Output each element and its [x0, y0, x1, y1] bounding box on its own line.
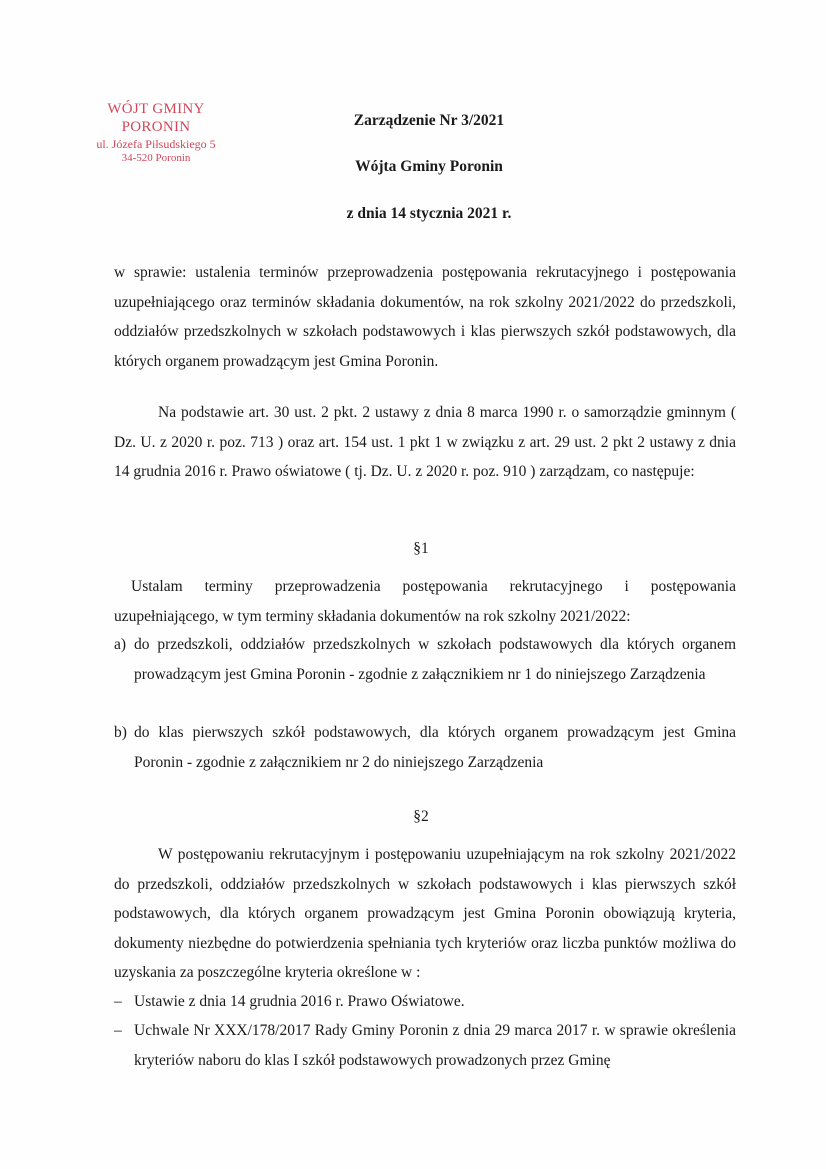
list-marker: – — [114, 1022, 122, 1039]
list-marker: b) — [114, 724, 127, 741]
stamp-city: 34-520 Poronin — [121, 152, 191, 165]
list-marker: – — [114, 993, 122, 1010]
section-2-list-item — [114, 987, 736, 1017]
section-1-heading: §1 — [413, 540, 429, 557]
section-2-heading: §2 — [413, 808, 429, 825]
document-issuer: Wójta Gminy Poronin — [355, 158, 503, 175]
list-item-text: Uchwale Nr XXX/178/2017 Rady Gminy Poronin z dnia 29 marca 2017 r. w sprawie określenia kryteriów naboru do klas I szkół podstawowych prowadzonych przez Gminę — [134, 1022, 736, 1069]
list-item-text: do klas pierwszych szkół podstawowych, dla których organem prowadzącym jest Gmina Poronin - zgodnie z załącznikiem nr 2 do niniejszego Zarządzenia — [134, 724, 736, 771]
section-2-intro: W postępowaniu rekrutacyjnym i postępowaniu uzupełniającym na rok szkolny 2021/2022 do przedszkoli, oddziałów przedszkolnych w szkołach podstawowych i klas pierwszych szkół podstawowych, dla których organem prowadzącym jest Gmina Poronin obowiązują kryteria, dokumenty niezbędne do potwierdzenia spełniania tych kryteriów oraz liczba punktów możliwa do uzyskania za poszczególne kryteria określone w : — [114, 846, 736, 981]
stamp-title: WÓJT GMINY PORONIN — [107, 101, 205, 135]
list-item-text: Ustawie z dnia 14 grudnia 2016 r. Prawo Oświatowe. — [134, 993, 465, 1010]
legal-basis-paragraph: Na podstawie art. 30 ust. 2 pkt. 2 ustawy z dnia 8 marca 1990 r. o samorządzie gminnym ( Dz. U. z 2020 r. poz. 713 ) oraz art. 154 ust. 1 pkt 1 w związku z art. 29 ust. 2 pkt 2 ustawy z dnia 14 grudnia 2016 r. Prawo oświatowe ( tj. Dz. U. z 2020 r. poz. 910 ) zarządzam, co następuje: — [114, 404, 736, 480]
official-stamp — [76, 100, 236, 166]
stamp-street: ul. Józefa Piłsudskiego 5 — [96, 137, 216, 151]
section-1-intro: Ustalam terminy przeprowadzenia postępowania rekrutacyjnego i postępowania uzupełniającego, w tym terminy składania dokumentów na rok szkolny 2021/2022: — [114, 578, 736, 625]
section-1-list-item — [114, 630, 736, 689]
section-1-list-item — [114, 718, 736, 777]
list-item-text: do przedszkoli, oddziałów przedszkolnych w szkołach podstawowych dla których organem prowadzącym jest Gmina Poronin - zgodnie z załącznikiem nr 1 do niniejszego Zarządzenia — [134, 636, 736, 683]
list-marker: a) — [114, 636, 127, 653]
subject-paragraph: w sprawie: ustalenia terminów przeprowadzenia postępowania rekrutacyjnego i postępowania uzupełniającego oraz terminów składania dokumentów, na rok szkolny 2021/2022 do przedszkoli, oddziałów przedszkolnych w szkołach podstawowych i klas pierwszych szkół podstawowych, dla których organem prowadzącym jest Gmina Poronin. — [114, 264, 736, 370]
document-title: Zarządzenie Nr 3/2021 — [353, 112, 505, 129]
section-2-list-item — [114, 1016, 736, 1075]
document-date: z dnia 14 stycznia 2021 r. — [346, 205, 512, 222]
